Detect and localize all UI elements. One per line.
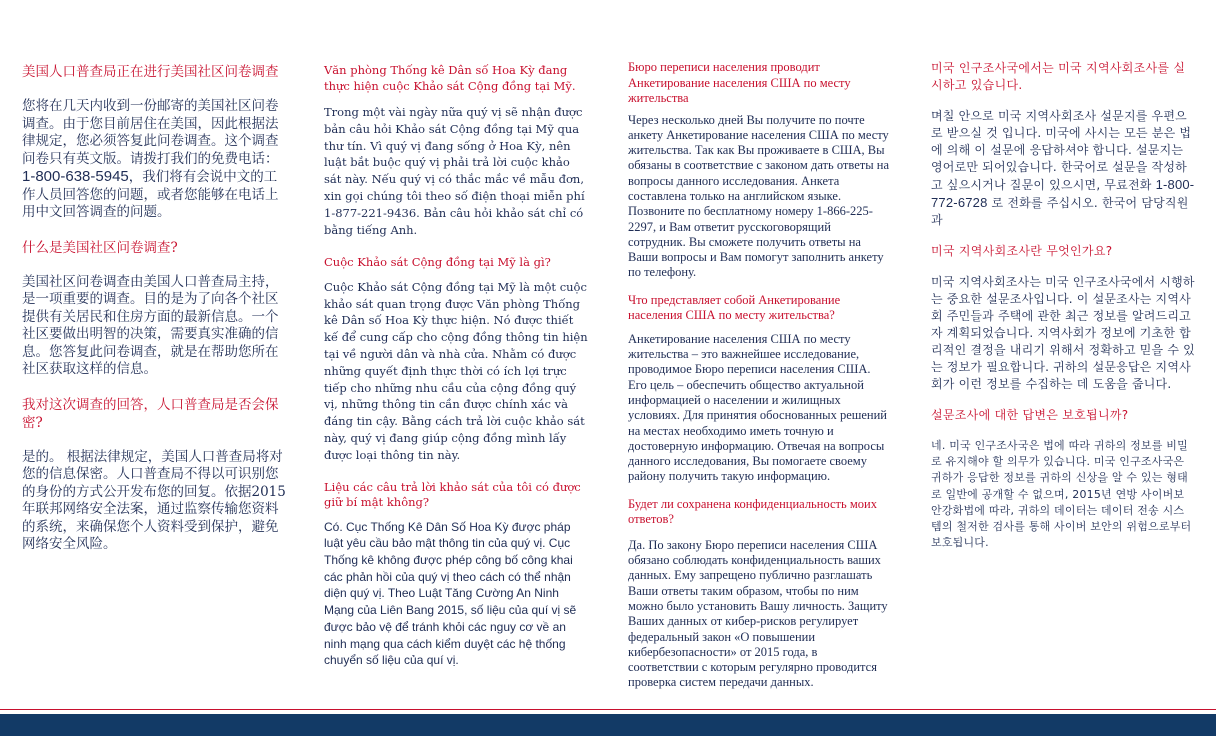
ru-section1-title: Бюро переписи населения проводит Анкетирование населения США по месту жительства: [628, 60, 851, 105]
vi-section3-body: Có. Cục Thống Kê Dân Số Hoa Kỳ được pháp luật yêu cầu bảo mật thông tin của quý vị. Cục Thống kê không được phép công bố công khai các phản hồi của quý vị theo cách có thể nhận diện quý vị. Theo Luật Tăng Cường An Ninh Mạng của Liên Bang 2015, số liệu của quí vị sẽ được bảo vệ để tránh khỏi các nguy cơ về an ninh mạng qua cách kiểm duyệt các hệ thống chuyển số liệu của quí vị.: [324, 519, 577, 668]
ko-section2-body: 미국 지역사회조사는 미국 인구조사국에서 시행하는 중요한 설문조사입니다. 이 설문조사는 지역사회 주민들과 주택에 관한 최근 정보를 알려드리고자 계획되었습니다. 지역사회가 정보에 기초한 합리적인 결정을 내리기 위해서 정확하고 믿을 수 있는 정보가 필요합니다. 귀하의 설문응답은 지역사회가 이런 정보를 수집하는 데 도움을 줍니다.: [931, 275, 1195, 391]
footer-bar: [0, 714, 1216, 736]
ru-section3-body: Да. По закону Бюро переписи населения США обязано соблюдать конфиденциальность ваших данных. Ему запрещено публично разглашать Ваши ответы таким образом, чтобы по ним можно было установить Вашу личность. Защиту Ваших данных от кибер-рисков регулирует федеральный закон «О повышении кибербезопасности» от 2015 года, в соответствии с которым регулярно проводится проверка систем передачи данных.: [628, 537, 888, 690]
ko-section3-title: 설문조사에 대한 답변은 보호됩니까?: [931, 408, 1129, 422]
ko-section1-title: 미국 인구조사국에서는 미국 지역사회조사를 실시하고 있습니다.: [931, 61, 1186, 92]
ko-section2-title: 미국 지역사회조사란 무엇인가요?: [931, 244, 1113, 258]
korean-column: [931, 60, 1195, 551]
zh-section1-title: 美国人口普查局正在进行美国社区问卷调查: [22, 64, 279, 80]
footer-divider: [0, 709, 1216, 710]
ru-section2-body: Анкетирование населения США по месту жительства – это важнейшее исследование, проводимое Бюро переписи населения США. Его цель – обеспечить общество актуальной информацией о населении и жилищных условиях. Для принятия обоснованных решений на местах необходимо иметь точную и достоверную информацию. Отвечая на вопросы данного исследования, Вы помогаете своему району получить такую информацию.: [628, 331, 887, 484]
zh-phone-number: 1-800-638-5945: [22, 168, 129, 185]
ko-section3-body: 네. 미국 인구조사국은 법에 따라 귀하의 정보를 비밀로 유지해야 할 의무가 있습니다. 미국 인구조사국은 귀하가 응답한 정보를 귀하의 신상을 알 수 있는 형태로 일반에 공개할 수 없으며, 2015년 연방 사이버보안강화법에 따라, 귀하의 데이터는 데이터 전송 시스템의 철저한 검사를 통해 사이버 보안의 위험으로부터 보호됩니다.: [931, 439, 1192, 550]
zh-section1-body: [22, 98, 286, 222]
ko-section1-body-b: 로 전화를 주십시오. 한국어 담당직원과: [931, 196, 1189, 227]
ru-section1-body: Через несколько дней Вы получите по почте анкету Анкетирование населения США по месту жительства. Так как Вы проживаете в США, Вы обязаны в соответствие с законом дать ответы на вопросы данного исследования. Анкета составлена только на английском языке. Позвоните по бесплатному номеру 1-866-225-2297, и Вам ответит русскоговорящий сотрудник. Вы сможете получить ответы на Ваши вопросы и Вам помогут заполнить анкету по телефону.: [628, 112, 889, 280]
zh-section1-body-b: ，我们将有会说中文的工作人员回答您的问题，或者您能够在电话上用中文回答调查的问题。: [22, 169, 279, 220]
zh-section1-body-a: 您将在几天内收到一份邮寄的美国社区问卷调查。由于您目前居住在美国，因此根据法律规定，您必须答复此问卷调查。这个调查问卷只有英文版。请拨打我们的免费电话：: [22, 98, 279, 167]
ko-section1-body: [931, 108, 1195, 229]
zh-section3-body: 是的。 根据法律规定，美国人口普查局将对您的信息保密。人口普查局不得以可识别您的身份的方式公开发布您的回复。依据2015年联邦网络安全法案，通过监察传输您资料的系统，来确保您个人资料受到保护，避免网络安全风险。: [22, 448, 286, 552]
vi-section2-title: Cuộc Khảo sát Cộng đồng tại Mỹ là gì?: [324, 255, 551, 270]
ru-section2-title: Что представляет собой Анкетирование населения США по месту жительства?: [628, 292, 841, 323]
zh-section2-body: 美国社区问卷调查由美国人口普查局主持，是一项重要的调查。目的是为了向各个社区提供有关居民和住房方面的最新信息。一个社区要做出明智的决策，需要真实准确的信息。您答复此问卷调查，就是在帮助您所在社区获取这样的信息。: [22, 273, 279, 377]
zh-section3-title: 我对这次调查的回答，人口普查局是否会保密?: [22, 396, 279, 431]
vi-section1-body: Trong một vài ngày nữa quý vị sẽ nhận được bản câu hỏi Khảo sát Cộng đồng tại Mỹ qua thư tín. Vì quý vị đang sống ở Hoa Kỳ, nên luật bắt buộc quý vị phải trả lời cuộc khảo sát này. Nếu quý vị có thắc mắc về mẫu đơn, xin gọi chúng tôi theo số điện thoại miễn phí 1-877-221-9436. Bản câu hỏi khảo sát chỉ có bằng tiếng Anh.: [324, 105, 585, 237]
zh-section2-title: 什么是美国社区问卷调查?: [22, 239, 178, 256]
ko-section1-body-a: 며칠 안으로 미국 지역사회조사 설문지를 우편으로 받으실 것 입니다. 미국에 사시는 모든 분은 법에 의해 이 설문에 응답하셔야 합니다. 설문지는 영어로만 되어있습니다. 한국어로 설문을 작성하고 싶으시거나 질문이 있으시면, 무료전화: [931, 109, 1192, 192]
vi-section3-title: Liệu các câu trả lời khảo sát của tôi có được giữ bí mật không?: [324, 479, 581, 510]
ru-section3-title: Будет ли сохранена конфиденциальность моих ответов?: [628, 496, 877, 527]
ko-phone-number: 1-800-772-6728: [931, 177, 1195, 210]
vi-section2-body: Cuộc Khảo sát Cộng đồng tại Mỹ là một cuộc khảo sát quan trọng được Văn phòng Thống kê Dân số Hoa Kỳ thực hiện. Nó được thiết kế để cung cấp cho cộng đồng thông tin hiện tại về người dân và nhà cửa. Nhằm có được những quyết định thực thời có ích lợi trực tiếp cho những nhu cầu của cộng đồng quý vị, những thông tin cần được chính xác và đáng tin cậy. Bằng cách trả lời cuộc khảo sát này, quý vị đang giúp cộng đồng mình lấy được loại thông tin này.: [324, 279, 588, 462]
vietnamese-column: [324, 60, 590, 669]
chinese-column: [22, 60, 286, 554]
russian-column: [628, 60, 890, 691]
vi-section1-title: Văn phòng Thống kê Dân số Hoa Kỳ đang thực hiện cuộc Khảo sát Cộng đồng tại Mỹ.: [324, 63, 576, 93]
